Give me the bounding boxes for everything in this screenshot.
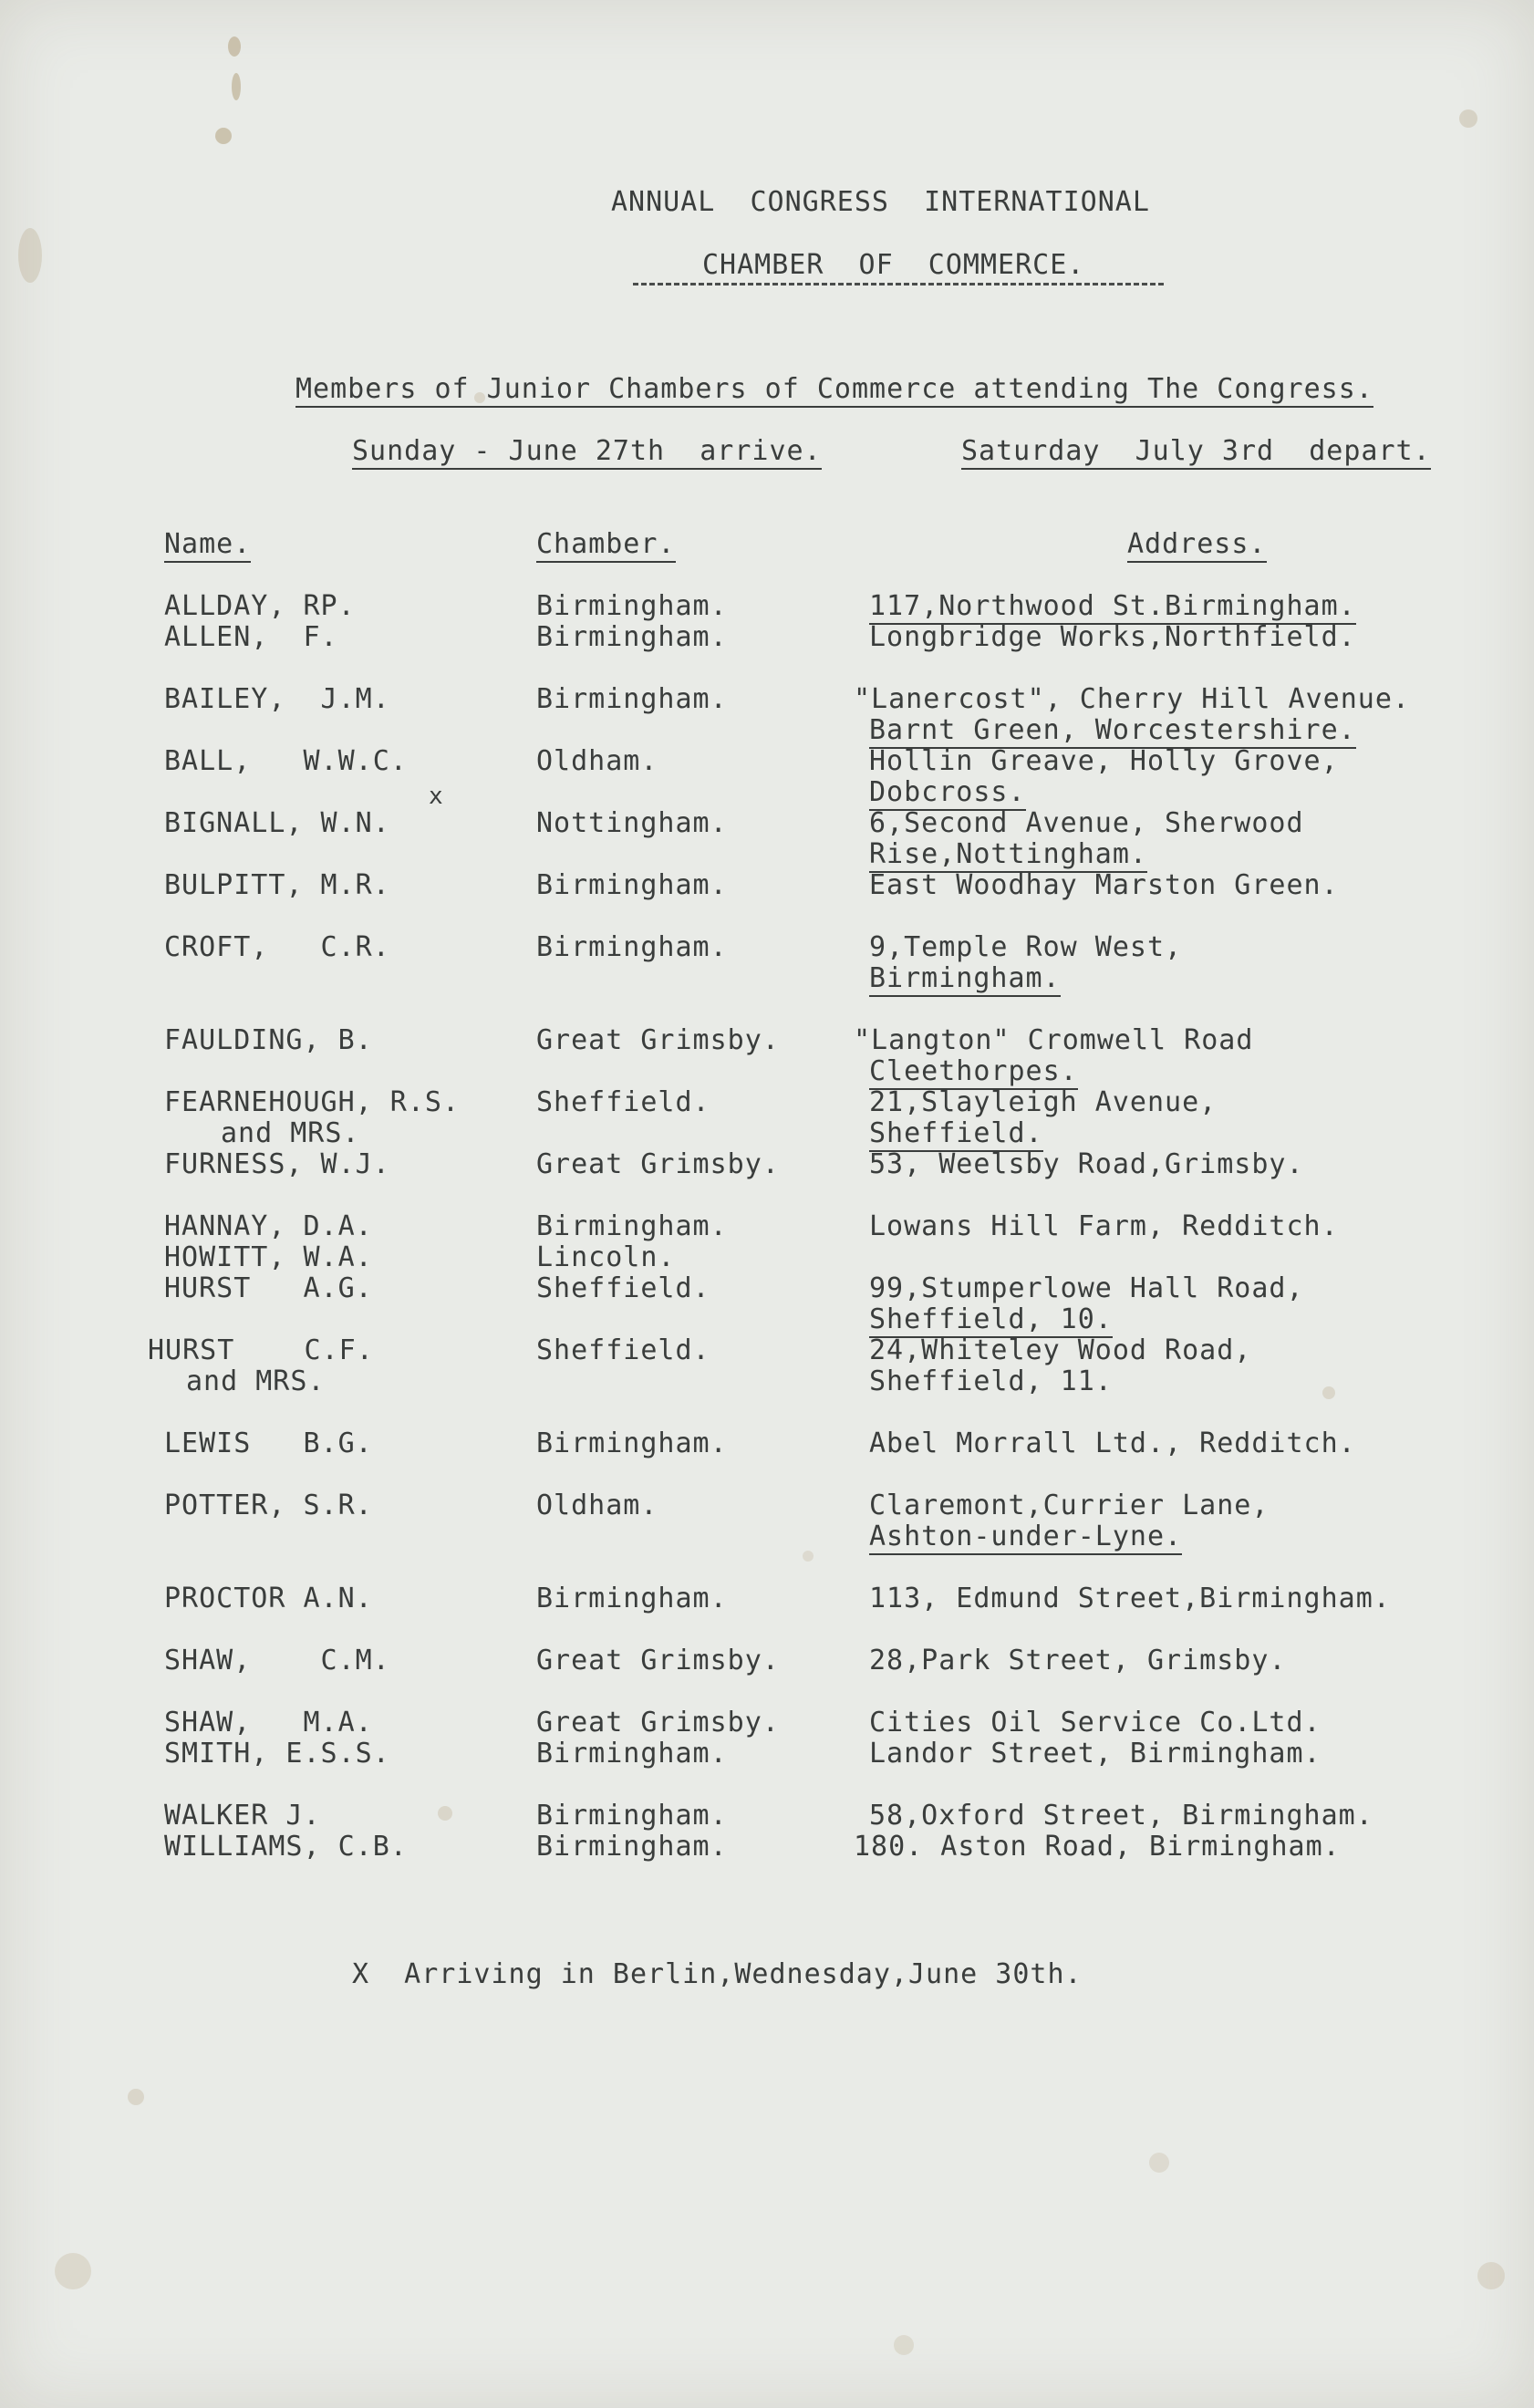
member-name: WALKER J. [164, 1800, 321, 1832]
member-name: HANNAY, D.A. [164, 1210, 373, 1242]
address-line: Dobcross. [869, 776, 1026, 811]
member-name: CROFT, C.R. [164, 931, 390, 963]
member-name: FURNESS, W.J. [164, 1148, 390, 1180]
member-name: WILLIAMS, C.B. [164, 1831, 408, 1863]
departure-date-text: Saturday July 3rd depart. [961, 435, 1431, 470]
member-chamber: Sheffield. [536, 1272, 710, 1304]
member-chamber: Nottingham. [536, 807, 728, 839]
member-chamber: Lincoln. [536, 1241, 676, 1273]
member-address: 180. Aston Road, Birmingham. [854, 1831, 1341, 1863]
member-address: 58,Oxford Street, Birmingham. [869, 1800, 1373, 1832]
member-chamber: Birmingham. [536, 1831, 728, 1863]
stain [228, 36, 241, 57]
member-name: HURST A.G. [164, 1272, 373, 1304]
member-name: SHAW, C.M. [164, 1645, 390, 1676]
footnote: X Arriving in Berlin,Wednesday,June 30th. [352, 1958, 1083, 1990]
member-address [869, 622, 1356, 653]
member-chamber: Great Grimsby. [536, 1707, 780, 1739]
stain [803, 1551, 814, 1562]
member-chamber: Birmingham. [536, 590, 728, 622]
member-chamber: Sheffield. [536, 1086, 710, 1118]
column-header-chamber-text: Chamber. [536, 528, 676, 563]
member-name: FEARNEHOUGH, R.S. [164, 1086, 461, 1118]
address-line: Longbridge Works,Northfield. [869, 621, 1356, 653]
member-address: 113, Edmund Street,Birmingham. [869, 1583, 1391, 1614]
departure-date [961, 436, 1431, 467]
stain [438, 1806, 452, 1821]
member-name: BIGNALL, W.N. [164, 807, 390, 839]
member-address: Landor Street, Birmingham. [869, 1738, 1322, 1770]
member-address: "Langton" Cromwell Road [854, 1024, 1254, 1056]
stain [894, 2335, 914, 2355]
member-chamber: Great Grimsby. [536, 1024, 780, 1056]
column-header-name-text: Name. [164, 528, 251, 563]
member-name-line2: and MRS. [186, 1365, 326, 1397]
member-address [869, 591, 1356, 622]
member-address-line2: Sheffield, 11. [869, 1365, 1113, 1397]
address-line: Cleethorpes. [869, 1055, 1078, 1090]
address-line: Birmingham. [869, 962, 1061, 997]
stain [1477, 2262, 1505, 2289]
member-address-line2 [869, 963, 1061, 994]
member-chamber: Sheffield. [536, 1334, 710, 1366]
member-name: LEWIS B.G. [164, 1427, 373, 1459]
member-name: ALLDAY, RP. [164, 590, 356, 622]
member-address: Abel Morrall Ltd., Redditch. [869, 1427, 1356, 1459]
member-name: ALLEN, F. [164, 621, 338, 653]
member-chamber: Birmingham. [536, 683, 728, 715]
member-address-line2 [869, 777, 1026, 808]
member-name: PROCTOR A.N. [164, 1583, 373, 1614]
document-subtitle [295, 374, 1373, 405]
member-address-line2 [869, 839, 1147, 870]
member-address: 24,Whiteley Wood Road, [869, 1334, 1252, 1366]
arrival-date [352, 436, 822, 467]
member-address-line2 [869, 1521, 1182, 1552]
member-address-line2 [869, 1118, 1043, 1149]
member-name: FAULDING, B. [164, 1024, 373, 1056]
member-address: Claremont,Currier Lane, [869, 1489, 1270, 1521]
member-address: "Lanercost", Cherry Hill Avenue. [854, 683, 1410, 715]
member-name: HURST C.F. [148, 1334, 374, 1366]
stain [128, 2089, 144, 2105]
address-line: 117,Northwood St.Birmingham. [869, 590, 1356, 625]
column-header-chamber [536, 529, 676, 560]
member-chamber: Birmingham. [536, 1583, 728, 1614]
address-line: Barnt Green, Worcestershire. [869, 714, 1356, 749]
arrival-mark: x [429, 783, 444, 810]
member-address: 6,Second Avenue, Sherwood [869, 807, 1304, 839]
document-title: ANNUAL CONGRESS INTERNATIONAL [611, 186, 1150, 218]
title-divider [633, 283, 1164, 285]
member-address: 99,Stumperlowe Hall Road, [869, 1272, 1304, 1304]
member-chamber: Oldham. [536, 745, 658, 777]
stain [18, 228, 42, 283]
member-chamber: Birmingham. [536, 1800, 728, 1832]
document-title-line2: CHAMBER OF COMMERCE. [702, 249, 1085, 281]
member-name: SMITH, E.S.S. [164, 1738, 390, 1770]
member-name: SHAW, M.A. [164, 1707, 373, 1739]
member-chamber: Birmingham. [536, 621, 728, 653]
member-address: 28,Park Street, Grimsby. [869, 1645, 1287, 1676]
member-name: BALL, W.W.C. [164, 745, 408, 777]
column-header-address [1127, 529, 1267, 560]
member-address: Hollin Greave, Holly Grove, [869, 745, 1339, 777]
stain [1149, 2153, 1169, 2173]
stain [1322, 1386, 1335, 1399]
member-chamber: Birmingham. [536, 1738, 728, 1770]
stain [55, 2253, 91, 2289]
member-chamber: Birmingham. [536, 931, 728, 963]
member-address-line2 [869, 1056, 1078, 1087]
member-name-line2: and MRS. [221, 1117, 360, 1149]
member-chamber: Great Grimsby. [536, 1645, 780, 1676]
member-address: 53, Weelsby Road,Grimsby. [869, 1148, 1304, 1180]
member-address: Lowans Hill Farm, Redditch. [869, 1210, 1339, 1242]
member-chamber: Oldham. [536, 1489, 658, 1521]
stain [232, 73, 241, 100]
member-name: BULPITT, M.R. [164, 869, 390, 901]
address-line: Sheffield. [869, 1117, 1043, 1152]
member-chamber: Birmingham. [536, 1427, 728, 1459]
member-name: POTTER, S.R. [164, 1489, 373, 1521]
member-chamber: Great Grimsby. [536, 1148, 780, 1180]
column-header-name [164, 529, 251, 560]
column-header-address-text: Address. [1127, 528, 1267, 563]
address-line: Rise,Nottingham. [869, 838, 1147, 873]
member-chamber: Birmingham. [536, 869, 728, 901]
member-name: HOWITT, W.A. [164, 1241, 373, 1273]
address-line: Ashton-under-Lyne. [869, 1521, 1182, 1555]
member-name: BAILEY, J.M. [164, 683, 390, 715]
member-address-line2 [869, 1304, 1113, 1335]
member-address: East Woodhay Marston Green. [869, 869, 1339, 901]
stain [1459, 109, 1477, 128]
member-address: Cities Oil Service Co.Ltd. [869, 1707, 1322, 1739]
member-chamber: Birmingham. [536, 1210, 728, 1242]
member-address: 21,Slayleigh Avenue, [869, 1086, 1218, 1118]
stain [215, 128, 232, 144]
arrival-date-text: Sunday - June 27th arrive. [352, 435, 822, 470]
member-address: 9,Temple Row West, [869, 931, 1183, 963]
address-line: Sheffield, 10. [869, 1303, 1113, 1338]
member-address-line2 [869, 715, 1356, 746]
document-subtitle-text: Members of Junior Chambers of Commerce attending The Congress. [295, 373, 1373, 408]
